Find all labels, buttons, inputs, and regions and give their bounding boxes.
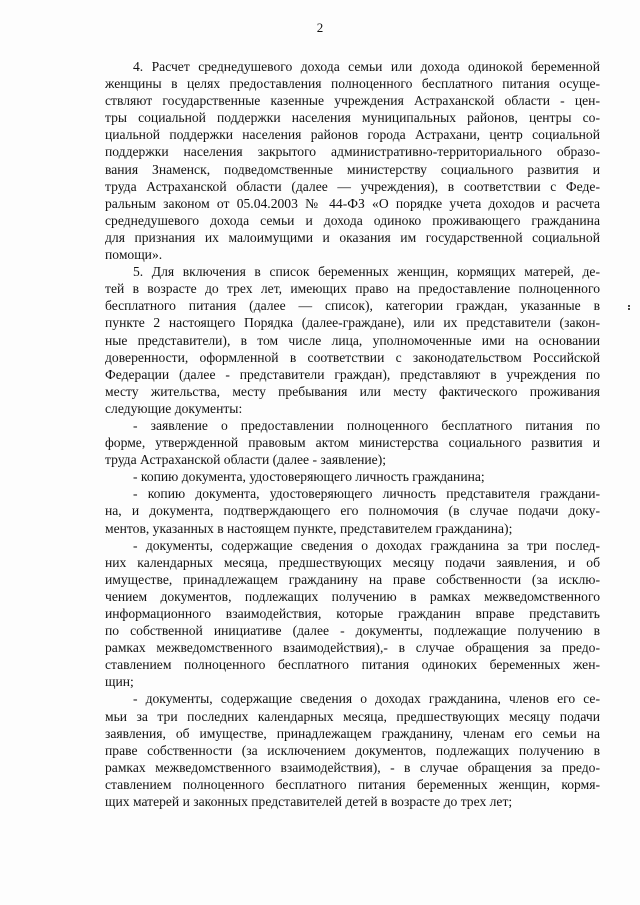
text-line: доверенности, оформленной в соответствии с законодательством Российской <box>105 349 600 365</box>
text-line: - документы, содержащие сведения о доходах гражданина, членов его се- <box>133 691 600 707</box>
text-line: ментов, указанных в настоящем пункте, представителем гражданина); <box>105 520 513 536</box>
text-line: ные представители), в том числе лица, уполномоченные ими на основании <box>105 332 600 348</box>
text-line: информационного взаимодействия, которые гражданин вправе представить <box>105 606 600 621</box>
text-line: - копию документа, удостоверяющего личность гражданина; <box>133 469 485 485</box>
text-line: ставлением полноценного бесплатного питания беременных женщин, кормя- <box>105 776 600 792</box>
text-line: заявления, об имуществе, принадлежащем гражданину, членам его семьи на <box>105 725 600 741</box>
text-line: рамках межведомственного взаимодействия), - в случае обращения за предо- <box>105 759 600 775</box>
text-line: ставлением полноценного бесплатного питания одиноких беременных жен- <box>105 657 600 673</box>
text-line: них календарных месяца, предшествующих месяцу подачи заявления, и об <box>105 554 600 570</box>
text-line: бесплатного питания (далее — список), категории граждан, указанные в <box>105 298 600 314</box>
scan-speck <box>628 305 630 307</box>
text-line: мьи за три последних календарных месяца, предшествующих месяцу подачи <box>105 708 600 724</box>
text-line: тей в возрасте до трех лет, имеющих право на предоставление полноценного <box>105 281 600 297</box>
text-line: чением документов, подлежащих получению в рамках межведомственного <box>105 588 600 604</box>
text-line: щих матерей и законных представителей детей в возрасте до трех лет; <box>105 794 513 810</box>
text-line: на, и документа, подтверждающего его полномочия (в случае подачи доку- <box>105 503 600 519</box>
text-line: вания Знаменск, подведомственные министерству социального развития и <box>105 161 600 177</box>
text-line: циальной поддержки населения районов города Астрахани, центр социальной <box>105 127 600 143</box>
text-line: - копию документа, удостоверяющего личность представителя граждани- <box>133 486 600 502</box>
document-body <box>105 58 600 810</box>
text-line: труда Астраханской области (далее - заявление); <box>105 452 387 468</box>
text-line: 5. Для включения в список беременных женщин, кормящих матерей, де- <box>133 264 600 280</box>
text-line: труда Астраханской области (далее — учреждения), в соответствии с Феде- <box>105 178 600 194</box>
text-line: - документы, содержащие сведения о доходах гражданина за три послед- <box>133 537 600 553</box>
text-line: женщины в целях предоставления полноценного бесплатного питания осуще- <box>105 76 600 92</box>
text-line: рамках межведомственного взаимодействия),- в случае обращения за предо- <box>105 640 600 656</box>
text-line: тры социальной поддержки населения муниципальных районов, центры со- <box>105 110 600 126</box>
text-line: щин; <box>105 674 134 690</box>
text-line: месту жительства, месту пребывания или месту фактического проживания <box>105 383 600 399</box>
text-line: для признания их малоимущими и оказания им государственной социальной <box>105 229 600 245</box>
text-line: следующие документы: <box>105 400 243 416</box>
text-line: имуществе, принадлежащем гражданину на праве собственности (за исклю- <box>105 571 600 587</box>
text-line: пункте 2 настоящего Порядка (далее-граждане), или их представители (закон- <box>105 315 600 331</box>
page-number: 2 <box>316 20 324 35</box>
text-line: - заявление о предоставлении полноценного бесплатного питания по <box>133 417 600 433</box>
text-line: ральным законом от 05.04.2003 № 44-ФЗ «О порядке учета доходов и расчета <box>105 195 600 211</box>
text-line: ствляют государственные казенные учреждения Астраханской области - цен- <box>105 93 600 109</box>
text-line: праве собственности (за исключением документов, подлежащих получению в <box>105 742 600 758</box>
text-line: форме, утвержденной правовым актом министерства социального развития и <box>105 435 600 451</box>
text-line: Федерации (далее - представители граждан), представляют в учреждения по <box>105 366 600 382</box>
scan-speck <box>628 308 630 310</box>
text-line: поддержки населения закрытого административно-территориального образо- <box>105 144 600 160</box>
text-line: среднедушевого дохода семьи и дохода одиноко проживающего гражданина <box>105 212 600 228</box>
text-line: 4. Расчет среднедушевого дохода семьи или дохода одинокой беременной <box>133 59 600 74</box>
text-line: помощи». <box>105 247 163 263</box>
text-line: по собственной инициативе (далее - документы, подлежащие получению в <box>105 623 600 639</box>
